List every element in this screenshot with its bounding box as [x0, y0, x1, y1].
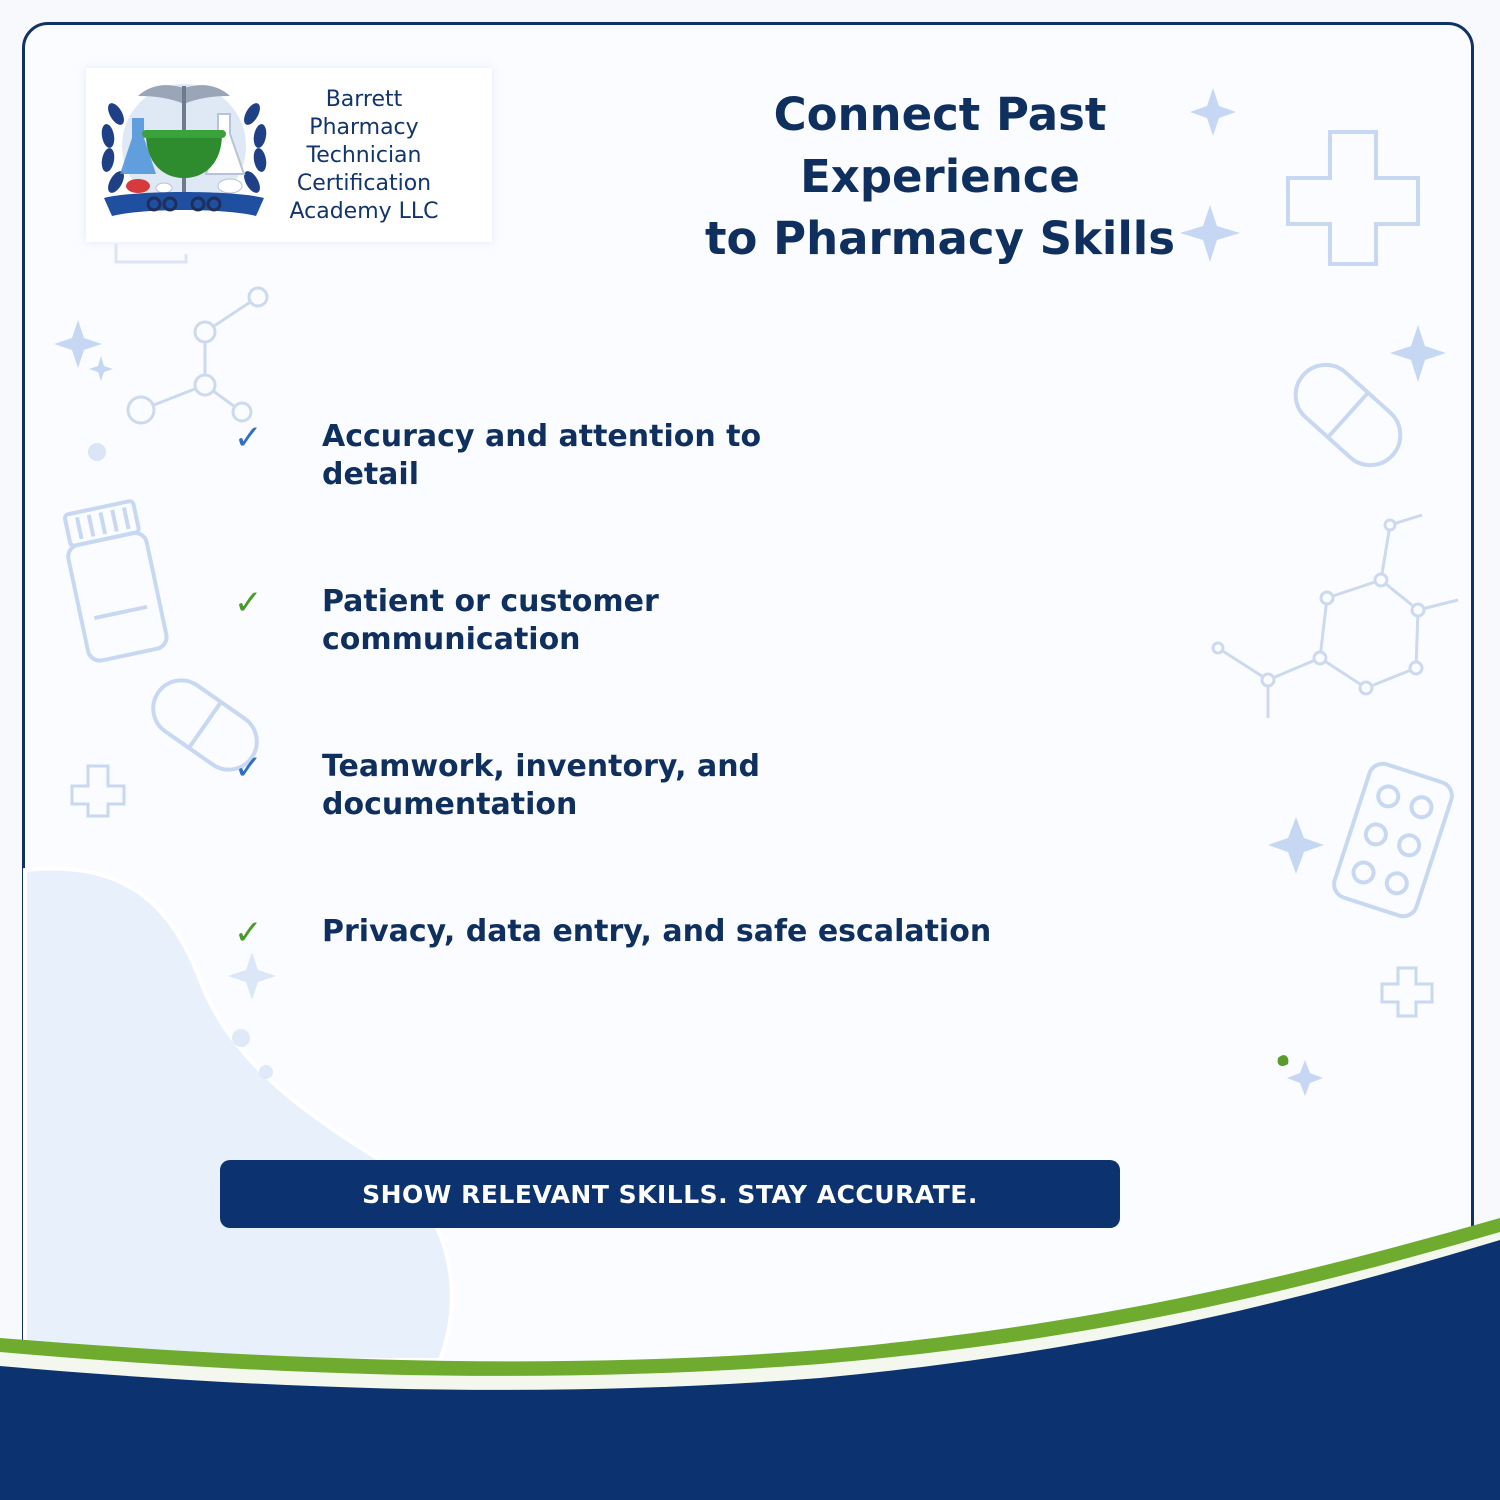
academy-name-line: Certification [296, 171, 432, 196]
checkmark-icon: ✓ [234, 583, 263, 623]
skill-text-line: Teamwork, inventory, and [322, 749, 761, 784]
skill-text [322, 748, 1022, 824]
sparkle-icon [54, 320, 113, 381]
molecule-icon [1213, 515, 1458, 718]
medicine-bottle-icon [59, 499, 168, 662]
logo-card [86, 68, 492, 242]
title-line: Experience [800, 150, 1080, 203]
academy-name-line: Academy LLC [289, 199, 439, 224]
caduceus-emblem-icon [94, 74, 274, 234]
medical-cross-icon [1382, 968, 1432, 1016]
blister-pack-icon [1330, 760, 1455, 920]
academy-name [276, 86, 452, 226]
leaf-icon [1278, 1055, 1289, 1066]
title-line: to Pharmacy Skills [705, 212, 1175, 265]
skill-text-line: communication [322, 622, 581, 657]
decor-bracket [110, 240, 194, 270]
checkmark-icon: ✓ [234, 913, 263, 953]
sparkle-icon [1390, 325, 1446, 382]
sparkle-icon [1268, 817, 1324, 874]
skill-text-line: Privacy, data entry, and safe escalation [322, 914, 992, 949]
checkmark-icon: ✓ [234, 418, 263, 458]
skill-text-line: detail [322, 457, 419, 492]
skill-text-line: Patient or customer [322, 584, 659, 619]
skill-text-line: Accuracy and attention to [322, 419, 762, 454]
page-title [640, 84, 1240, 270]
sparkle-icon [228, 952, 276, 1000]
molecule-icon [128, 288, 267, 423]
skill-text [322, 418, 1022, 494]
academy-name-line: Pharmacy [309, 115, 419, 140]
title-line: Connect Past [773, 88, 1107, 141]
tagline-banner: SHOW RELEVANT SKILLS. STAY ACCURATE. [220, 1160, 1120, 1228]
checkmark-icon: ✓ [234, 748, 263, 788]
skill-text-line: documentation [322, 787, 578, 822]
sparkle-icon [1287, 1060, 1323, 1096]
medical-cross-icon [72, 766, 124, 816]
skill-text [322, 913, 1022, 951]
pill-capsule-icon [1283, 353, 1412, 478]
academy-name-line: Technician [306, 143, 422, 168]
skill-text [322, 583, 1022, 659]
medical-cross-icon [1288, 132, 1418, 264]
academy-name-line: Barrett [325, 87, 403, 112]
